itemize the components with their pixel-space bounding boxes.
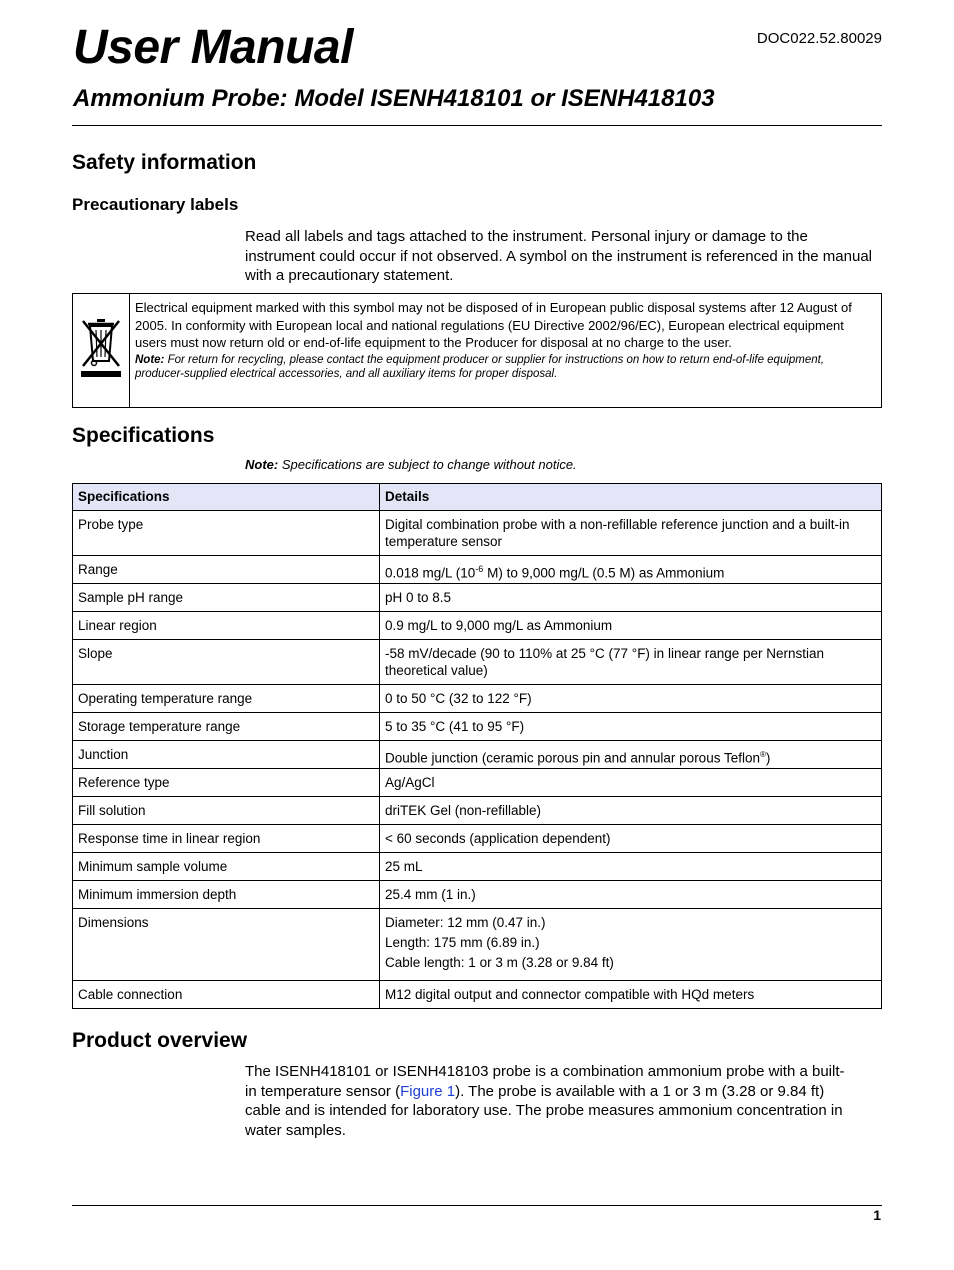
document-subtitle: Ammonium Probe: Model ISENH418101 or ISENH418103 bbox=[73, 85, 715, 112]
document-title: User Manual bbox=[73, 21, 353, 74]
spec-detail bbox=[380, 909, 882, 981]
table-row bbox=[73, 769, 882, 797]
spec-detail: 0.9 mg/L to 9,000 mg/L as Ammonium bbox=[380, 612, 882, 640]
header-divider bbox=[72, 125, 882, 126]
spec-detail: < 60 seconds (application dependent) bbox=[380, 825, 882, 853]
spec-name: Slope bbox=[73, 640, 380, 685]
precautionary-intro: Read all labels and tags attached to the instrument. Personal injury or damage to the instrument could occur if not observed. A symbol on the instrument is referenced in the manual with a precautionary statement. bbox=[245, 228, 872, 284]
spec-detail-text: Double junction (ceramic porous pin and annular porous Teflon bbox=[385, 750, 760, 766]
dimension-diameter: Diameter: 12 mm (0.47 in.) bbox=[385, 915, 546, 930]
overview-text-part: ). The probe is available with a 1 or 3 m (3.28 or 9.84 ft) cable and is intended for laboratory use. The probe measures ammonium concentration in water samples. bbox=[245, 1082, 843, 1139]
figure-1-link[interactable]: Figure 1 bbox=[400, 1082, 456, 1100]
table-row bbox=[73, 797, 882, 825]
page-number: 1 bbox=[873, 1207, 881, 1223]
spec-detail: 0 to 50 °C (32 to 122 °F) bbox=[380, 685, 882, 713]
spec-name: Minimum immersion depth bbox=[73, 881, 380, 909]
notice-note-label: Note: bbox=[135, 353, 165, 366]
safety-heading: Safety information bbox=[72, 151, 257, 174]
spec-detail-text: ) bbox=[765, 750, 771, 766]
spec-name: Range bbox=[73, 556, 380, 584]
specifications-note-text: Specifications are subject to change without notice. bbox=[278, 457, 577, 472]
table-row bbox=[73, 612, 882, 640]
table-row bbox=[73, 741, 882, 769]
table-row bbox=[73, 881, 882, 909]
spec-detail bbox=[380, 741, 882, 769]
weee-crossed-bin-icon bbox=[78, 316, 124, 385]
spec-detail bbox=[380, 556, 882, 584]
spec-detail-text: M) to 9,000 mg/L (0.5 M) as Ammonium bbox=[483, 565, 725, 581]
notice-note bbox=[135, 353, 876, 381]
table-row bbox=[73, 511, 882, 556]
product-overview-text bbox=[245, 1062, 855, 1140]
spec-name: Junction bbox=[73, 741, 380, 769]
spec-detail: M12 digital output and connector compatible with HQd meters bbox=[380, 981, 882, 1009]
spec-name: Minimum sample volume bbox=[73, 853, 380, 881]
overview-text-part: The ISENH418101 or ISENH418103 probe is a combination ammonium probe with a built-in temperature sensor ( bbox=[245, 1063, 845, 1100]
table-row bbox=[73, 685, 882, 713]
precautionary-labels-heading: Precautionary labels bbox=[72, 195, 239, 214]
notice-statement: Electrical equipment marked with this symbol may not be disposed of in European public disposal systems after 12 August of 2005. In conformity with European local and national regulations (EU Directive 2002/96/EC), European electrical equipment users must now return old or end-of-life equipment to the Producer for disposal at no charge to the user. bbox=[135, 300, 852, 350]
spec-detail: Ag/AgCl bbox=[380, 769, 882, 797]
table-row bbox=[73, 713, 882, 741]
table-row bbox=[73, 584, 882, 612]
notice-text-cell bbox=[130, 294, 881, 407]
spec-detail: driTEK Gel (non-refillable) bbox=[380, 797, 882, 825]
table-row bbox=[73, 825, 882, 853]
dimension-cable-length: Cable length: 1 or 3 m (3.28 or 9.84 ft) bbox=[385, 955, 614, 970]
footer-divider bbox=[72, 1205, 882, 1206]
specifications-note bbox=[245, 457, 577, 472]
table-row bbox=[73, 853, 882, 881]
spec-detail: 25.4 mm (1 in.) bbox=[380, 881, 882, 909]
spec-detail: 5 to 35 °C (41 to 95 °F) bbox=[380, 713, 882, 741]
spec-name: Linear region bbox=[73, 612, 380, 640]
spec-name: Sample pH range bbox=[73, 584, 380, 612]
specifications-heading: Specifications bbox=[72, 424, 215, 447]
specifications-table bbox=[72, 483, 882, 1009]
table-row bbox=[73, 556, 882, 584]
document-number: DOC022.52.80029 bbox=[756, 30, 882, 47]
product-overview-heading: Product overview bbox=[72, 1029, 248, 1052]
spec-name: Reference type bbox=[73, 769, 380, 797]
table-row bbox=[73, 981, 882, 1009]
registered-mark: ® bbox=[759, 750, 766, 759]
spec-name: Cable connection bbox=[73, 981, 380, 1009]
spec-detail-text: 0.018 mg/L (10 bbox=[385, 565, 476, 581]
spec-detail: 25 mL bbox=[380, 853, 882, 881]
table-header-row bbox=[73, 484, 882, 511]
spec-detail: Digital combination probe with a non-refillable reference junction and a built-in temperature sensor bbox=[380, 511, 882, 556]
spec-detail: pH 0 to 8.5 bbox=[380, 584, 882, 612]
spec-name: Operating temperature range bbox=[73, 685, 380, 713]
column-header-specifications: Specifications bbox=[73, 484, 380, 511]
spec-name: Fill solution bbox=[73, 797, 380, 825]
column-header-details: Details bbox=[380, 484, 882, 511]
spec-name: Response time in linear region bbox=[73, 825, 380, 853]
spec-name: Storage temperature range bbox=[73, 713, 380, 741]
spec-name: Dimensions bbox=[73, 909, 380, 981]
notice-note-text: For return for recycling, please contact the equipment producer or supplier for instructions on how to return end-of-life equipment, producer-supplied electrical accessories, and all auxiliary items for proper disposal. bbox=[135, 353, 825, 380]
specifications-note-label: Note: bbox=[245, 457, 279, 472]
dimension-length: Length: 175 mm (6.89 in.) bbox=[385, 935, 540, 950]
table-row bbox=[73, 909, 882, 981]
spec-detail: -58 mV/decade (90 to 110% at 25 °C (77 °F) in linear range per Nernstian theoretical value) bbox=[380, 640, 882, 685]
table-row bbox=[73, 640, 882, 685]
spec-name: Probe type bbox=[73, 511, 380, 556]
spec-detail-exponent: -6 bbox=[475, 564, 484, 574]
notice-icon-cell bbox=[73, 294, 130, 407]
weee-notice-box bbox=[72, 293, 882, 408]
